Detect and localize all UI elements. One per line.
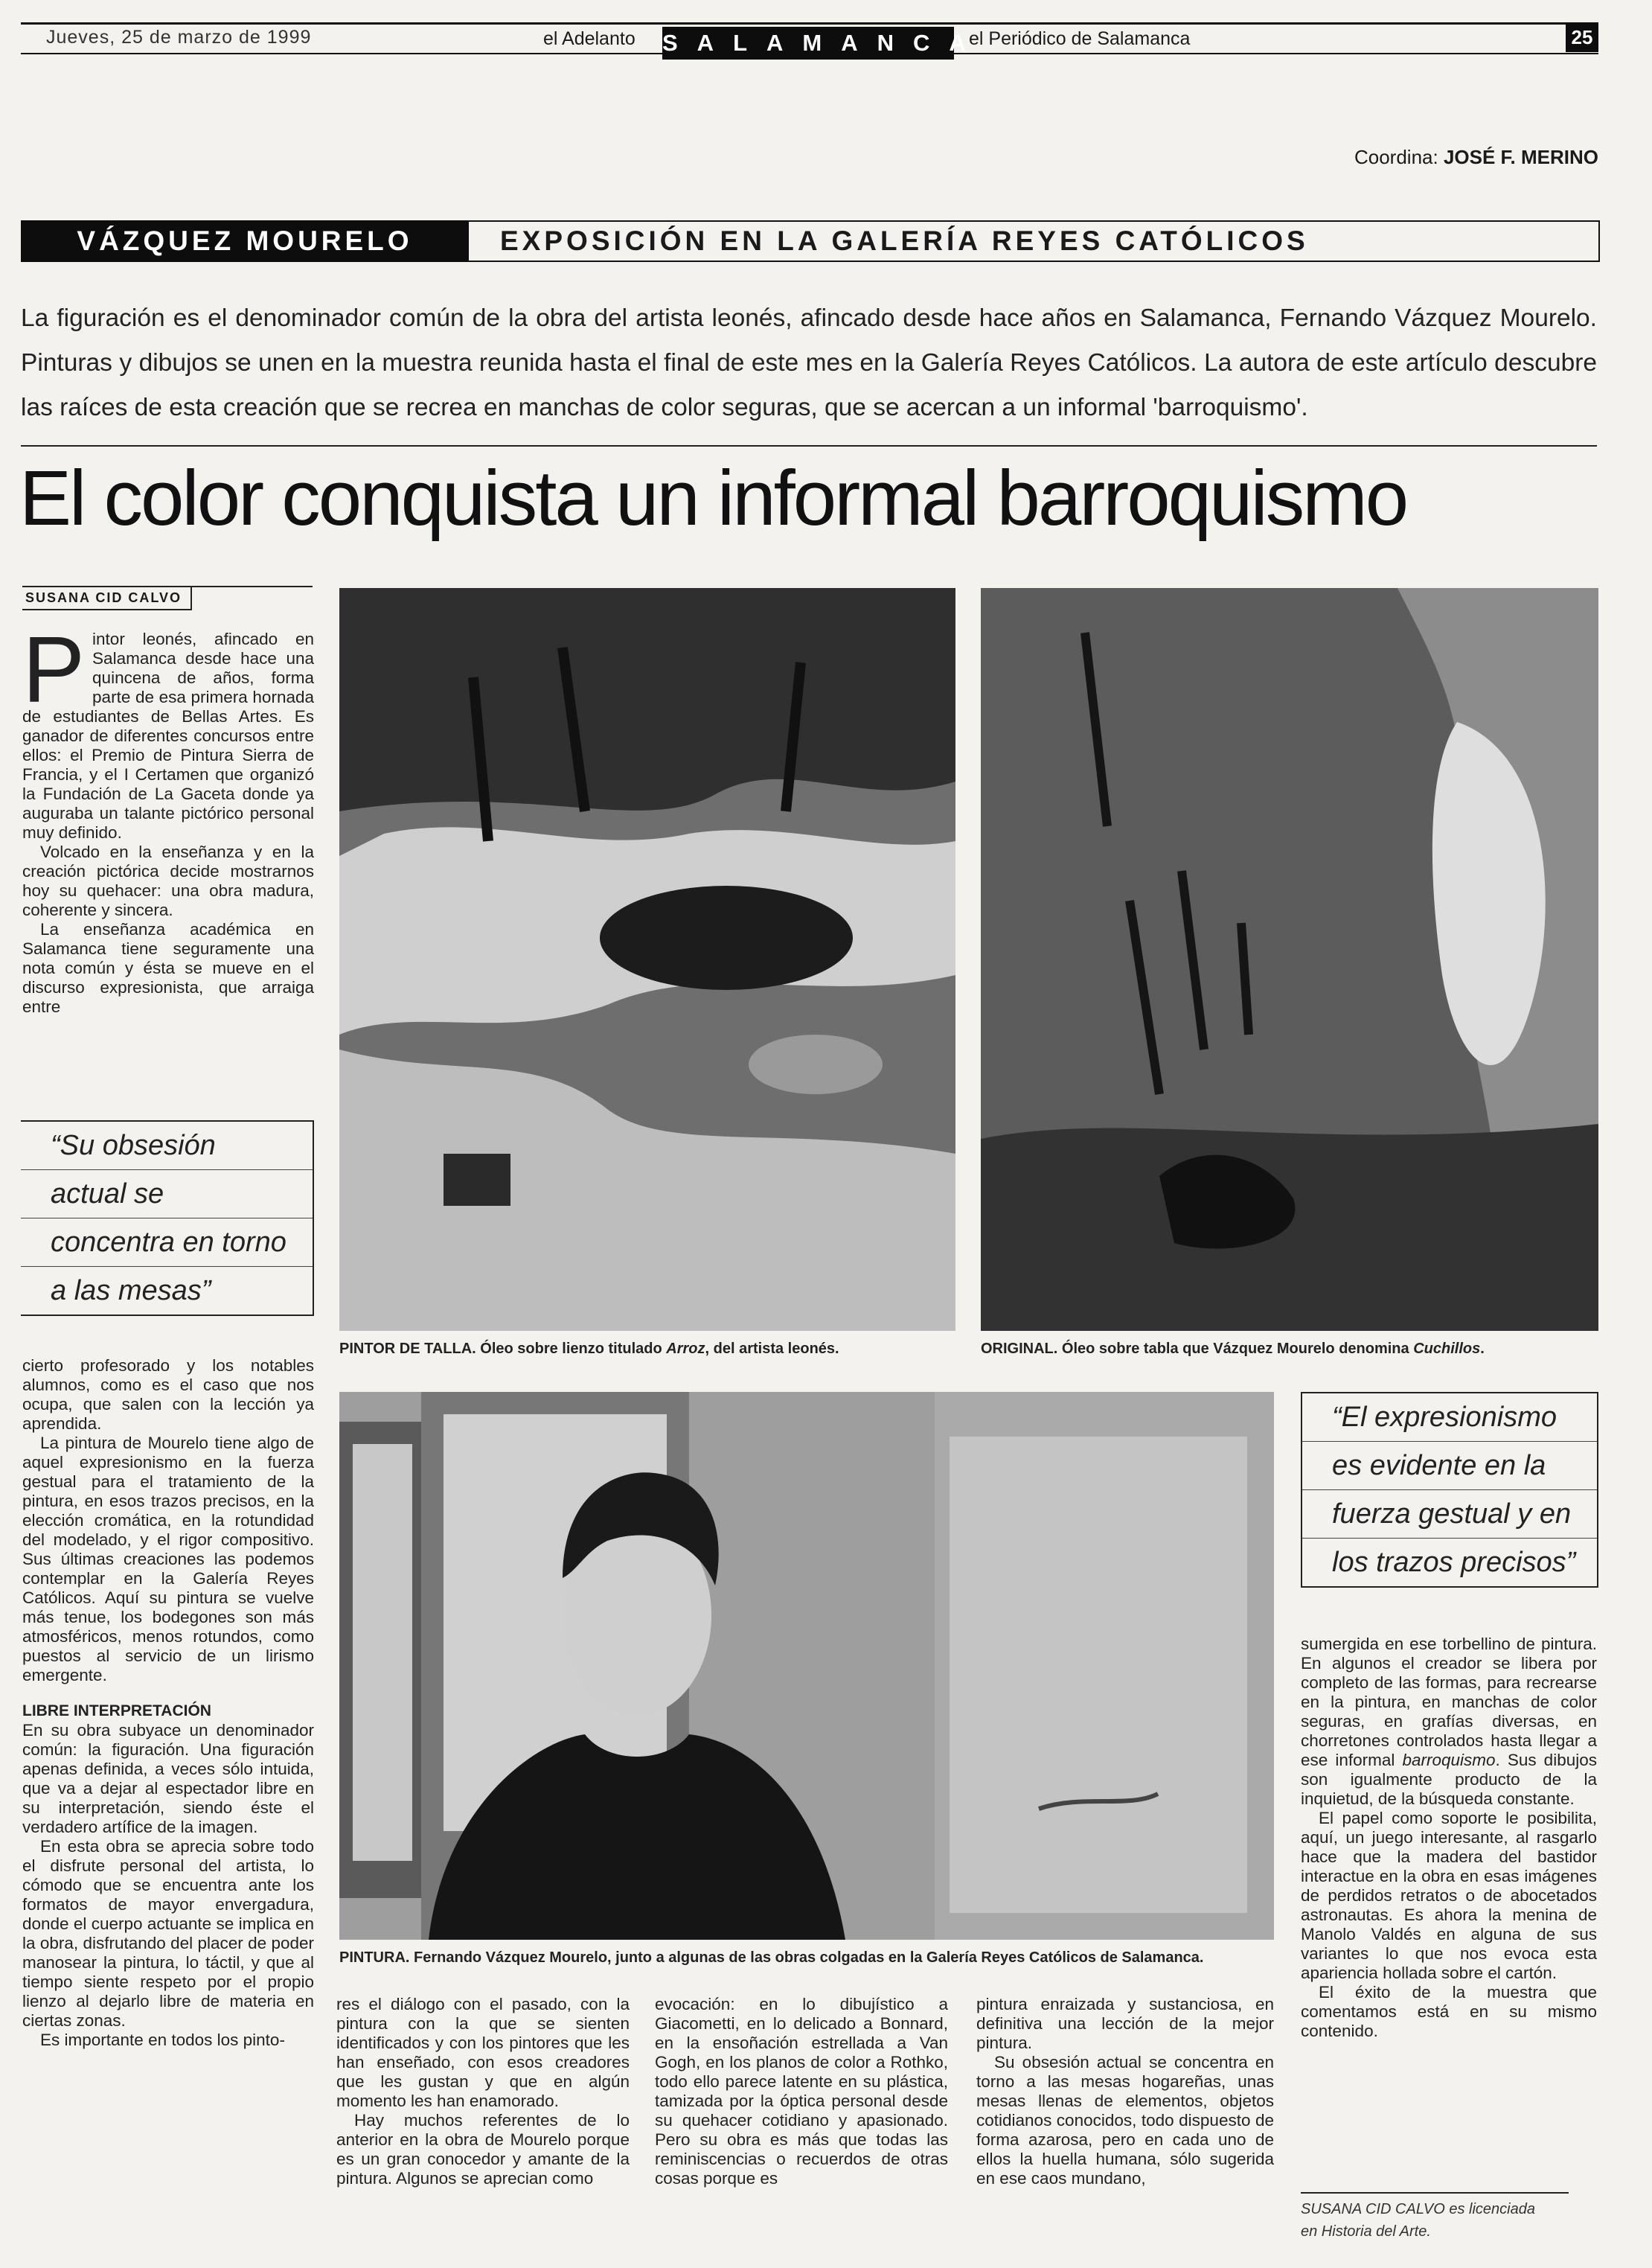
caption-title: Arroz — [666, 1341, 705, 1357]
paragraph — [1301, 1635, 1597, 1809]
caption-label: PINTURA. — [339, 1949, 410, 1966]
painting-cuchillos-image — [981, 588, 1598, 1331]
signature-line: es licenciada — [1449, 2201, 1535, 2217]
pull-quote-1 — [21, 1120, 314, 1316]
column-4 — [976, 1995, 1274, 2188]
subheading: LIBRE INTERPRETACIÓN — [22, 1702, 211, 1719]
coordination-label: Coordina: — [1354, 146, 1438, 168]
coordination-name: JOSÉ F. MERINO — [1443, 146, 1598, 168]
kicker-artist: VÁZQUEZ MOURELO — [21, 220, 469, 262]
lead-paragraph: La figuración es el denominador común de la obra del artista leonés, afincado desde hace años en Salamanca, Fernando Vázquez Mourelo. Pinturas y dibujos se unen en la muestra reunida hasta el final de este mes en la Galería Reyes Católicos. La autora de este artículo descubre las raíces de esta creación que se recrea en manchas de color seguras, que se acercan a un informal 'barroquismo'. — [21, 304, 1597, 421]
quote-line: “Su obsesión — [21, 1122, 313, 1170]
paragraph: El éxito de la muestra que comentamos está en su mismo contenido. — [1301, 1983, 1597, 2040]
section-name: SALAMANCA — [662, 27, 954, 60]
caption-portrait — [339, 1949, 1277, 1967]
signature-rule — [1301, 2192, 1569, 2194]
byline: SUSANA CID CALVO — [22, 587, 192, 610]
paragraph: evocación: en lo dibujístico a Giacometti, en lo delicado a Bonnard, en la ensoñación estrellada a Van Gogh, en los planos de color a Rothko, todo ello parece latente en su plástica, tamizada por la óptica personal desde su quehacer cotidiano y apasionado. Pero su obra es más que todas las reminiscencias o recuerdos de otras cosas porque es — [655, 1995, 948, 2188]
column-1-top — [22, 617, 314, 1017]
quote-line: es evidente en la — [1302, 1442, 1597, 1490]
quote-line: los trazos precisos” — [1332, 1547, 1576, 1578]
drop-cap: P — [22, 617, 86, 722]
painting-arroz-image — [339, 588, 955, 1331]
caption-text: Fernando Vázquez Mourelo, junto a algunas de las obras colgadas en la Galería Reyes Católicos de Salamanca. — [414, 1949, 1204, 1966]
quote-line: “El expresionismo — [1302, 1393, 1597, 1442]
paragraph: intor leonés, afincado en Salamanca desde hace una quincena de años, forma parte de esa primera hornada de estudiantes de Bellas Artes. Es ganador de diferentes concursos entre ellos: el Premio de Pintura Sierra de Francia, y el I Certamen que organizó la Fundación de La Gaceta donde ya auguraba un talante pictórico personal muy definido. — [22, 630, 314, 842]
text-span: . Sus dibujos son igualmente producto de la inquietud, de la búsqueda constante. — [1301, 1751, 1597, 1808]
paragraph: El papel como soporte le posibilita, aquí, un juego interesante, al rasgarlo hace que la madera del bastidor interactue en la obra en esas imágenes de perdidos retratos o de abocetados astronautas. Es ahora la menina de Manolo Valdés en alguna de sus variantes lo que nos evoca esta apariencia hollada sobre el cartón. — [1301, 1809, 1597, 1982]
column-2 — [336, 1995, 630, 2188]
italic-term: barroquismo — [1402, 1751, 1496, 1769]
paragraph: cierto profesorado y los notables alumnos, como es el caso que nos ocupa, que salen con la lección ya aprendida. — [22, 1356, 314, 1433]
quote-line: fuerza gestual y en — [1302, 1490, 1597, 1539]
issue-date: Jueves, 25 de marzo de 1999 — [46, 27, 312, 48]
signature-name: SUSANA CID CALVO — [1301, 2201, 1445, 2217]
column-3 — [655, 1995, 948, 2188]
headline: El color conquista un informal barroquismo — [19, 455, 1407, 542]
caption-text: Óleo sobre tabla que Vázquez Mourelo denomina — [1061, 1341, 1409, 1357]
text-span: sumergida en ese torbellino de pintura. En algunos el creador se libera por completo de las formas, para recrearse en la pintura, en manchas de color seguras, en grafías diversas, en chorretones controlados hasta llegar a ese informal — [1301, 1635, 1597, 1769]
paragraph: Es importante en todos los pinto- — [40, 2031, 285, 2049]
signature-line: en Historia del Arte. — [1301, 2223, 1431, 2240]
paragraph: En su obra subyace un denominador común: la figuración. Una figuración apenas definida, a veces sólo intuida, que va a dejar al espectador libre en su interpretación, siendo éste el verdadero artífice de la imagen. — [22, 1721, 314, 1836]
coordination-credit — [1354, 146, 1598, 169]
paragraph: res el diálogo con el pasado, con la pintura con la que se sienten identificados y con los pintores que les han enseñado, con esos creadores que les gustan y que en algún momento les han enamorado. — [336, 1995, 630, 2110]
paragraph: La pintura de Mourelo tiene algo de aquel expresionismo en la fuerza gestual para el tratamiento de la pintura, en esos trazos precisos, en la elección cromática, en la rotundidad del modelado, y el rigor compositivo. Sus últimas creaciones las podemos contemplar en la Galería Reyes Católicos. Aquí su pintura se vuelve más tenue, los bodegones son más atmosféricos, menos rotundos, como puestos al servicio de un lirismo emergente. — [22, 1434, 314, 1684]
caption-cuchillos — [981, 1340, 1598, 1358]
caption-label: PINTOR DE TALLA. — [339, 1341, 476, 1357]
caption-tail: . — [1480, 1341, 1485, 1357]
artist-portrait-photo — [339, 1392, 1274, 1940]
caption-title: Cuchillos — [1413, 1341, 1481, 1357]
quote-line: concentra en torno — [21, 1218, 313, 1267]
paragraph: pintura enraizada y sustanciosa, en definitiva una lección de la mejor pintura. — [976, 1995, 1274, 2052]
column-1-bottom — [22, 1356, 314, 2050]
paragraph: Hay muchos referentes de lo anterior en la obra de Mourelo porque es un gran conocedor y amante de la pintura. Algunos se aprecian como — [336, 2111, 630, 2188]
paragraph: Volcado en la enseñanza y en la creación pictórica decide mostrarnos hoy su quehacer: una obra madura, coherente y sincera. — [22, 843, 314, 919]
kicker-topic: EXPOSICIÓN EN LA GALERÍA REYES CATÓLICOS — [500, 226, 1309, 256]
paragraph: La enseñanza académica en Salamanca tiene seguramente una nota común y ésta se mueve en el discurso expresionista, que arraiga entre — [22, 920, 314, 1016]
page-number: 25 — [1566, 22, 1598, 52]
column-5 — [1301, 1635, 1597, 2041]
author-note — [1301, 2198, 1535, 2243]
caption-text: Óleo sobre lienzo titulado — [480, 1341, 662, 1357]
quote-line: actual se — [21, 1170, 313, 1218]
newspaper-name: el Adelanto — [543, 28, 635, 49]
pull-quote-2 — [1301, 1392, 1598, 1588]
caption-arroz — [339, 1340, 957, 1358]
caption-label: ORIGINAL. — [981, 1341, 1058, 1357]
newspaper-subtitle: el Periódico de Salamanca — [969, 28, 1191, 49]
paragraph: En esta obra se aprecia sobre todo el disfrute personal del artista, lo cómodo que se encuentra ante los formatos de mayor envergadura, donde el cuerpo actuante se implica en la obra, disfrutando del placer de poder manosear la pintura, lo táctil, y que al tiempo siente respeto por el propio lienzo al dejarlo libre de materia en ciertas zonas. — [22, 1837, 314, 2030]
caption-tail: , del artista leonés. — [705, 1341, 839, 1357]
quote-line: a las mesas” — [51, 1275, 211, 1306]
lead-rule — [21, 445, 1597, 447]
paragraph: Su obsesión actual se concentra en torno a las mesas hogareñas, unas mesas llenas de elementos, objetos cotidianos conocidos, todo dispuesto de forma azarosa, pero en cada uno de ellos la huella humana, sólo sugerida en ese caos mundano, — [976, 2053, 1274, 2188]
